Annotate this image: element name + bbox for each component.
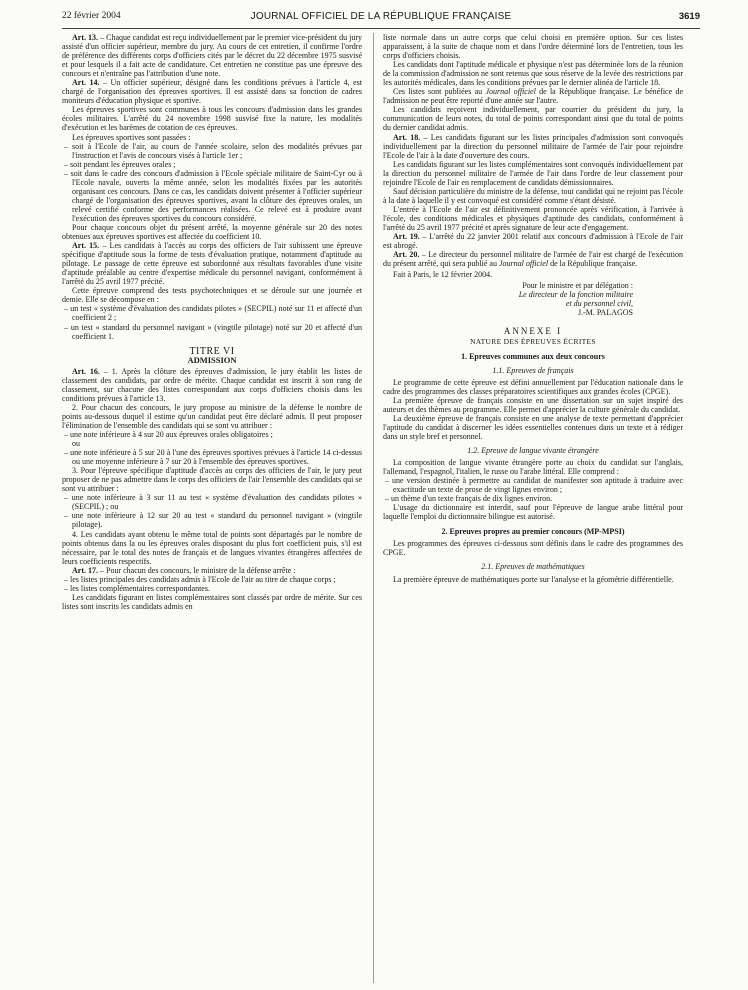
paragraph: 4. Les candidats ayant obtenu le même total de points sont départagés par le nombre de points obtenus dans la ou les épreuves orales disposant du plus fort coefficient puis, s'il est nécessaire, par le total des notes de français et de langues vivantes étrangères affectées de leurs coefficients respectifs. — [62, 529, 362, 566]
paragraph: Ces listes sont publiées au Journal officiel de la République française. Le bénéfice de l'admission ne peut être reporté d'une année sur l'autre. — [383, 87, 683, 106]
page-number: 3619 — [678, 11, 700, 22]
list-item: – un test « système d'évaluation des candidats pilotes » (SECPIL) noté sur 11 et affecté d'un coefficient 2 ; — [62, 304, 362, 322]
paragraph: Pour chaque concours objet du présent arrêté, la moyenne générale sur 20 des notes obtenues aux épreuves sportives est affectée du coefficient 10. — [62, 222, 362, 242]
section-title: TITRE VI — [189, 345, 235, 357]
paragraph: La deuxième épreuve de français consiste en une analyse de texte permettant d'apprécier l'aptitude du candidat à discerner les idées essentielles contenues dans un texte et à rédiger dans un style bref et personnel. — [383, 413, 683, 441]
column-divider — [373, 33, 374, 983]
right-column — [383, 33, 683, 983]
paragraph: Les programmes des épreuves ci-dessous sont définis dans le cadre des programmes des CPGE. — [383, 539, 683, 558]
list-item: – une version destinée à permettre au candidat de manifester son aptitude à traduire avec exactitude un texte de prose de vingt lignes environ ; — [383, 476, 683, 494]
paragraph: Le programme de cette épreuve est défini annuellement par l'éducation nationale dans le cadre des programmes des classes préparatoires scientifiques aux grandes écoles (CPGE). — [383, 377, 683, 396]
paragraph: Les candidats dont l'aptitude médicale et physique n'est pas déterminée lors de la réunion de la commission d'admission ne sont retenus que sous réserve de la levée des restrictions par les autorités médicales, dans les conditions prévues par le dernier alinéa de l'article 18. — [383, 60, 683, 88]
list-item: – soit dans le cadre des concours d'admission à l'Ecole spéciale militaire de Saint-Cyr ou à l'Ecole navale, ouverts la même année, selon les modalités fixées par les autorités organisant ces concours. Dans ce cas, les candidats doivent présenter à l'officier supérieur chargé de l'organisation des épreuves sportives, avant la clôture des épreuves orales, un relevé certifié conforme des performances réalisées. Ce relevé est à produire avant l'exécution des épreuves sportives du concours considéré. — [62, 169, 362, 223]
list-item: – soit à l'Ecole de l'air, au cours de l'année scolaire, selon des modalités prévues par l'instruction et l'avis de concours visés à l'article 1er ; — [62, 142, 362, 160]
list-item: – une note inférieure à 4 sur 20 aux épreuves orales obligatoires ; — [62, 430, 362, 439]
header-title: JOURNAL OFFICIEL DE LA RÉPUBLIQUE FRANÇAISE — [250, 11, 512, 22]
annex-title: ANNEXE I — [503, 326, 563, 337]
article-17: Art. 17. – Pour chacun des concours, le ministre de la défense arrête : — [72, 565, 296, 575]
list-item: – une note inférieure à 12 sur 20 au test « standard du personnel navigant » (vingtile pilotage). — [62, 511, 362, 529]
list-item: – les listes complémentaires correspondantes. — [62, 584, 362, 593]
date-line: Fait à Paris, le 12 février 2004. — [393, 270, 493, 280]
paragraph: Les candidats figurant en listes complémentaires sont classés par ordre de mérite. Sur ces listes sont inscrits les candidats admis en — [62, 592, 362, 611]
article-15: Art. 15. – Les candidats à l'accès au corps des officiers de l'air subissent une épreuve spécifique d'aptitude sous la forme de tests d'évaluation pratique, notamment d'aptitude au pilotage. Le passage de cette épreuve est subordonné aux résultats favorables d'une visite d'aptitude préalable au centre d'expertise médicale du personnel navigant, conformément à l'arrêté du 25 avril 1977 précité. — [62, 241, 362, 287]
paragraph: liste normale dans un autre corps que celui choisi en première option. Sur ces listes apparaissent, à la suite de chaque nom et dans l'ordre déterminé lors de l'entretien, tous les corps d'officiers choisis. — [383, 33, 683, 61]
signatory-name: J.-M. PALAGOS — [577, 308, 633, 318]
paragraph: Les candidats figurant sur les listes complémentaires sont convoqués individuellement par la direction du personnel militaire de l'armée de l'air dans l'ordre de leur classement pour rejoindre l'Ecole de l'air en remplacement de candidats démissionnaires. — [383, 159, 683, 187]
paragraph: Les épreuves sportives sont communes à tous les concours d'admission dans les grandes écoles militaires. L'arrêté du 24 novembre 1998 susvisé fixe la nature, les modalités d'exécution et les barèmes de cotation de ces épreuves. — [62, 105, 362, 133]
paragraph: La première épreuve de français consiste en une dissertation sur un sujet inspiré des auteurs et des thèmes au programme. Elle permet d'apprécier la culture générale du candidat. — [383, 395, 683, 414]
paragraph: 2. Pour chacun des concours, le jury propose au ministre de la défense le nombre de points au-dessous duquel il estime qu'un candidat peut être déclaré admis. Il peut proposer l'élimination de l'ensemble des candidats qui se sont vu attribuer : — [62, 402, 362, 430]
annex-subtitle: NATURE DES ÉPREUVES ÉCRITES — [470, 336, 596, 346]
article-19: Art. 19. – L'arrêté du 22 janvier 2001 relatif aux concours d'admission à l'Ecole de l'air est abrogé. — [383, 232, 683, 251]
list-item: – une note inférieure à 5 sur 20 à l'une des épreuves sportives prévues à l'article 14 ci-dessus ou une moyenne inférieure à 7 sur 20 à l'ensemble des épreuves sportives. — [62, 448, 362, 466]
paragraph: 3. Pour l'épreuve spécifique d'aptitude d'accès au corps des officiers de l'air, le jury peut proposer de ne pas admettre dans le corps des officiers de l'air l'ensemble des candidats qui se sont vu attribuer : — [62, 466, 362, 494]
signature-title: et du personnel civil, — [565, 299, 633, 309]
article-18: Art. 18. – Les candidats figurant sur les listes principales d'admission sont convoqués individuellement par la direction du personnel militaire de l'armée de l'air pour rejoindre l'Ecole de l'air à la date d'ouverture des cours. — [383, 132, 683, 160]
article-20: Art. 20. – Le directeur du personnel militaire de l'armée de l'air est chargé de l'exécution du présent arrêté, qui sera publié au Journal officiel de la République française. — [383, 250, 683, 269]
list-item: – un thème d'un texte français de dix lignes environ. — [383, 494, 683, 503]
paragraph: La composition de langue vivante étrangère porte au choix du candidat sur l'anglais, l'allemand, l'espagnol, l'italien, le russe ou l'arabe littéral. Elle comprend : — [383, 458, 683, 477]
list-item: – un test « standard du personnel navigant » (vingtile pilotage) noté sur 20 et affecté d'un coefficient 1. — [62, 323, 362, 341]
list-item: – les listes principales des candidats admis à l'Ecole de l'air au titre de chaque corps ; — [62, 575, 362, 584]
section-heading: 2. Epreuves propres au premier concours (MP-MPSI) — [441, 527, 625, 537]
signature-line: Pour le ministre et par délégation : — [522, 281, 633, 291]
signature-title: Le directeur de la fonction militaire — [518, 290, 633, 300]
section-heading: 1. Epreuves communes aux deux concours — [461, 351, 605, 361]
page-header — [62, 8, 700, 29]
left-column — [62, 33, 362, 983]
subsection-heading: 1.2. Epreuve de langue vivante étrangère — [467, 445, 599, 455]
article-13: Art. 13. – Chaque candidat est reçu individuellement par le premier vice-président du jury assisté d'un officier supérieur, membre du jury. Au cours de cet entretien, il confirme l'ordre de préférence des différents corps d'officiers cités par le décret du 22 décembre 1975 susvisé et pour lesquels il a fait acte de candidature. Cet entretien ne constitue pas une épreuve des concours et n'entraîne pas l'attribution d'une note. — [62, 33, 362, 79]
section-heading: ADMISSION — [187, 354, 237, 365]
paragraph: Les épreuves sportives sont passées : — [72, 132, 191, 142]
paragraph: Les candidats reçoivent individuellement, par courrier du président du jury, la communication de leurs notes, du total de points correspondant ainsi que du total de points du dernier candidat admis. — [383, 105, 683, 133]
subsection-heading: 1.1. Epreuves de français — [492, 365, 574, 375]
paragraph: La première épreuve de mathématiques porte sur l'analyse et la géométrie différentielle. — [393, 574, 674, 584]
subsection-heading: 2.1. Epreuves de mathématiques — [481, 562, 585, 572]
paragraph: L'usage du dictionnaire est interdit, sauf pour l'épreuve de langue arabe littéral pour laquelle l'emploi du dictionnaire bilingue est autorisé. — [383, 503, 683, 522]
article-14: Art. 14. – Un officier supérieur, désigné dans les conditions prévues à l'article 4, est chargé de l'organisation des épreuves sportives. Il est assisté dans sa fonction de cadres moniteurs d'éducation physique et sportive. — [62, 78, 362, 106]
header-date: 22 février 2004 — [62, 11, 121, 21]
paragraph: Sauf décision particulière du ministre de la défense, tout candidat qui ne rejoint pas l'école à la date à laquelle il y est convoqué est considéré comme s'étant désisté. — [383, 186, 683, 205]
list-item: – soit pendant les épreuves orales ; — [62, 160, 362, 169]
conjunction: ou — [72, 439, 80, 449]
paragraph: L'entrée à l'Ecole de l'air est définitivement prononcée après vérification, à l'arrivée à l'école, des conditions médicales et physiques d'aptitude des candidats, conformément à l'arrêté du 25 avril 1977 précité et après signature de leur acte d'engagement. — [383, 204, 683, 232]
paragraph: Cette épreuve comprend des tests psychotechniques et se déroule sur une journée et demie. Elle se décompose en : — [62, 286, 362, 305]
article-16: Art. 16. – 1. Après la clôture des épreuves d'admission, le jury établit les listes de classement des candidats, par ordre de mérite. Chaque candidat est inscrit à son rang de classement, sur chacune des listes correspondant aux corps d'officiers choisis dans les conditions prévues à l'article 13. — [62, 366, 362, 403]
list-item: – une note inférieure à 3 sur 11 au test « système d'évaluation des candidats pilotes » (SECPIL) ; ou — [62, 493, 362, 511]
